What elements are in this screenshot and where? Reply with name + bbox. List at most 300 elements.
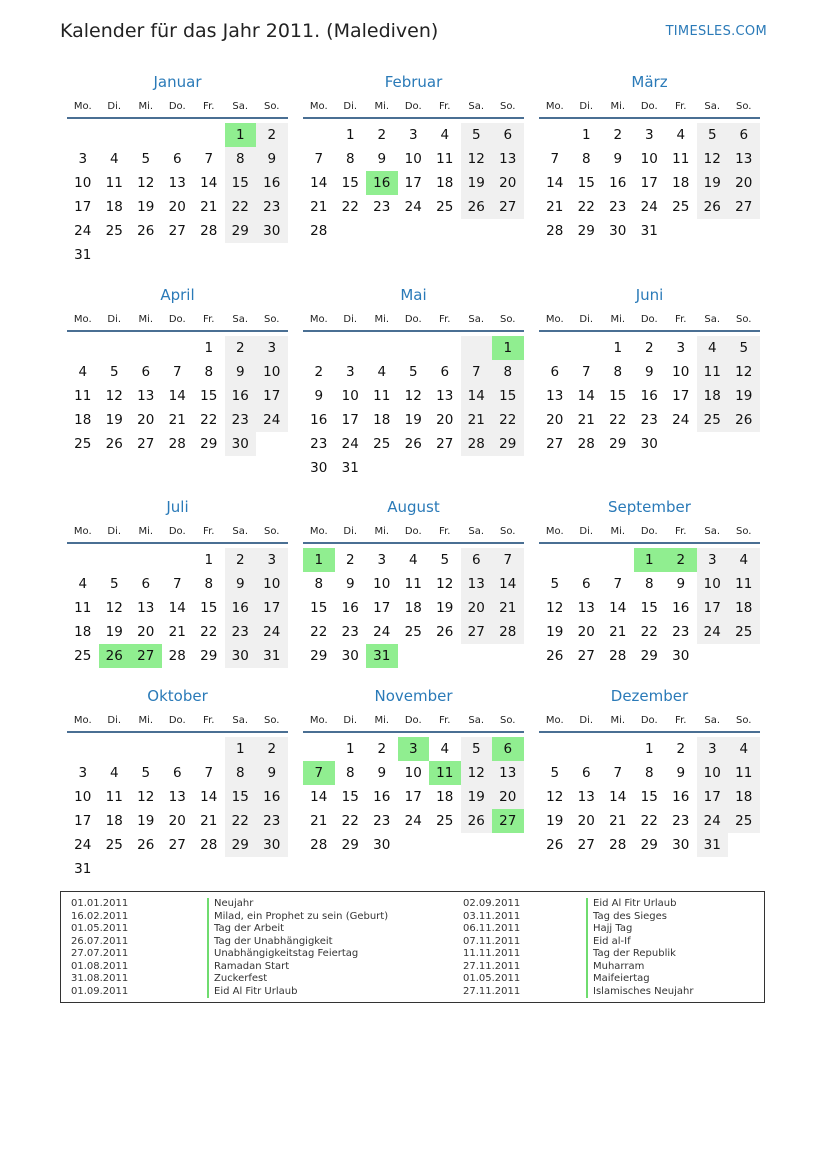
day-grid [67,336,288,456]
holiday-day-cell: 27 [492,809,524,833]
month-name: August [387,498,440,516]
empty-cell [539,548,571,572]
day-cell: 13 [137,600,155,616]
day-grid [539,737,760,857]
day-grid [303,548,524,668]
holiday-day-cell: 6 [492,737,524,761]
weekday-label: So. [736,100,752,112]
day-cell: 28 [200,223,218,239]
day-cell: 9 [613,151,623,167]
day-cell: 30 [672,648,690,664]
day-cell: 25 [672,199,690,215]
day-cell: 18 [436,789,454,805]
day-cell: 6 [172,151,182,167]
day-cell: 5 [141,765,151,781]
empty-cell [99,123,131,147]
day-cell: 19 [404,412,422,428]
day-cell: 17 [404,175,422,191]
day-cell: 16 [256,171,288,195]
month-divider [67,542,288,544]
holiday-name: Muharram [586,961,694,974]
day-cell: 3 [676,340,686,356]
day-cell: 19 [137,199,155,215]
day-cell: 30 [225,644,257,668]
day-cell: 1 [345,741,355,757]
weekday-label: Fr. [675,100,687,112]
day-cell: 13 [492,147,524,171]
day-cell: 8 [314,576,324,592]
month-8 [303,497,524,668]
empty-cell [539,123,571,147]
day-grid [67,737,288,881]
day-cell: 29 [640,648,658,664]
page-title: Kalender für das Jahr 2011. (Malediven) [60,20,439,42]
empty-cell [67,737,99,761]
day-cell: 27 [168,223,186,239]
day-cell: 20 [577,624,595,640]
empty-cell [67,123,99,147]
day-cell: 5 [461,737,493,761]
month-name: Mai [400,286,427,304]
weekday-label: Sa. [232,525,249,537]
day-cell: 22 [577,199,595,215]
day-cell: 5 [550,765,560,781]
empty-cell [130,548,162,572]
day-cell: 27 [546,436,564,452]
weekday-label: Di. [579,100,594,112]
day-cell: 19 [461,171,493,195]
day-cell: 13 [461,572,493,596]
day-cell: 20 [492,785,524,809]
day-cell: 11 [436,151,454,167]
day-cell: 22 [225,195,257,219]
empty-cell [539,336,571,360]
holiday-date: 27.11.2011 [463,985,521,997]
weekday-label: Sa. [232,714,249,726]
day-cell: 12 [105,600,123,616]
day-cell: 10 [373,576,391,592]
day-cell: 6 [581,576,591,592]
day-cell: 14 [609,789,627,805]
day-cell: 23 [640,412,658,428]
weekday-header [303,97,524,115]
day-cell: 7 [581,364,591,380]
weekday-label: Sa. [232,313,249,325]
weekday-label: Mi. [374,714,390,726]
empty-cell [398,336,430,360]
day-grid [67,123,288,267]
day-cell: 2 [377,741,387,757]
day-cell: 11 [404,576,422,592]
day-cell: 22 [200,412,218,428]
day-cell: 17 [74,813,92,829]
holiday-name: Tag des Sieges [586,911,694,924]
weekday-label: Sa. [704,525,721,537]
day-cell: 20 [577,813,595,829]
weekday-label: Do. [640,714,658,726]
day-cell: 21 [461,408,493,432]
day-cell: 10 [404,151,422,167]
day-cell: 31 [697,833,729,857]
month-divider [67,330,288,332]
weekday-label: Mi. [138,313,154,325]
holiday-day-cell: 3 [398,737,430,761]
month-12 [539,686,760,857]
weekday-label: Mi. [138,100,154,112]
day-cell: 19 [105,412,123,428]
day-cell: 25 [404,624,422,640]
weekday-header [303,310,524,328]
day-cell: 13 [492,761,524,785]
day-grid [303,123,524,243]
day-cell: 26 [105,436,123,452]
day-cell: 14 [200,789,218,805]
day-cell: 27 [461,620,493,644]
empty-cell [162,737,194,761]
day-cell: 20 [461,596,493,620]
weekday-label: Di. [107,714,122,726]
holiday-date: 01.09.2011 [71,985,129,997]
day-cell: 31 [640,223,658,239]
day-cell: 3 [78,151,88,167]
weekday-label: Sa. [468,100,485,112]
day-grid [303,737,524,857]
day-cell: 1 [345,127,355,143]
weekday-label: Di. [107,313,122,325]
day-cell: 9 [377,151,387,167]
day-cell: 8 [644,765,654,781]
day-cell: 24 [74,223,92,239]
day-cell: 19 [461,785,493,809]
holiday-day-cell: 26 [99,644,131,668]
month-name: Februar [384,73,443,91]
day-cell: 8 [204,364,214,380]
day-cell: 22 [640,813,658,829]
day-cell: 2 [613,127,623,143]
holiday-day-cell: 27 [130,644,162,668]
day-cell: 24 [640,199,658,215]
holiday-name: Neujahr [207,898,388,911]
weekday-label: So. [736,313,752,325]
day-cell: 15 [200,600,218,616]
day-cell: 27 [168,837,186,853]
day-cell: 11 [672,151,690,167]
day-cell: 14 [310,175,328,191]
weekday-label: Sa. [468,714,485,726]
weekday-label: Fr. [439,525,451,537]
day-cell: 29 [341,837,359,853]
empty-cell [335,336,367,360]
holiday-day-cell: 2 [665,548,697,572]
month-divider [539,330,760,332]
day-cell: 30 [609,223,627,239]
month-divider [303,117,524,119]
holiday-name: Islamisches Neujahr [586,986,694,999]
day-cell: 14 [168,388,186,404]
day-cell: 24 [672,412,690,428]
empty-cell [99,737,131,761]
day-cell: 30 [256,833,288,857]
month-7 [67,497,288,668]
empty-cell [303,737,335,761]
day-cell: 15 [341,175,359,191]
day-cell: 12 [461,147,493,171]
day-cell: 18 [728,785,760,809]
weekday-label: Do. [404,714,422,726]
day-cell: 21 [609,624,627,640]
holiday-date: 26.07.2011 [71,935,129,947]
day-cell: 18 [105,813,123,829]
day-cell: 7 [204,151,214,167]
weekday-label: Mi. [610,714,626,726]
day-cell: 29 [225,219,257,243]
day-cell: 8 [613,364,623,380]
holiday-name: Unabhängigkeitstag Feiertag [207,948,388,961]
day-cell: 27 [577,648,595,664]
day-grid [67,548,288,668]
day-cell: 13 [728,147,760,171]
day-cell: 29 [310,648,328,664]
day-cell: 9 [644,364,654,380]
day-cell: 26 [728,408,760,432]
day-cell: 17 [404,789,422,805]
day-cell: 30 [225,432,257,456]
day-cell: 15 [640,600,658,616]
holiday-day-cell: 1 [303,548,335,572]
empty-cell [366,336,398,360]
day-cell: 2 [225,336,257,360]
weekday-label: Do. [640,313,658,325]
day-cell: 19 [697,171,729,195]
holiday-name: Tag der Unabhängigkeit [207,936,388,949]
weekday-label: Mo. [73,313,92,325]
weekday-label: Sa. [468,525,485,537]
day-cell: 31 [74,861,92,877]
day-cell: 12 [404,388,422,404]
day-cell: 11 [373,388,391,404]
day-cell: 28 [546,223,564,239]
day-cell: 17 [697,596,729,620]
day-cell: 17 [672,388,690,404]
weekday-label: Mo. [545,714,564,726]
weekday-label: Fr. [439,100,451,112]
month-9 [539,497,760,668]
day-cell: 14 [492,572,524,596]
month-divider [539,542,760,544]
day-grid [539,336,760,456]
day-cell: 14 [168,600,186,616]
day-cell: 9 [377,765,387,781]
day-cell: 9 [225,360,257,384]
holiday-dates-left [71,898,128,998]
holiday-name: Milad, ein Prophet zu sein (Geburt) [207,911,388,924]
day-cell: 10 [640,151,658,167]
day-cell: 5 [550,576,560,592]
day-cell: 2 [676,741,686,757]
holiday-names-left [207,898,388,998]
day-cell: 22 [341,813,359,829]
day-cell: 11 [74,600,92,616]
day-cell: 13 [577,789,595,805]
day-cell: 28 [310,837,328,853]
holiday-date: 16.02.2011 [71,910,129,922]
empty-cell [461,336,493,360]
day-cell: 29 [609,436,627,452]
day-cell: 10 [74,175,92,191]
holiday-date: 01.08.2011 [71,960,129,972]
day-cell: 3 [697,548,729,572]
holiday-list [60,891,765,1003]
day-cell: 24 [404,813,422,829]
day-cell: 30 [341,648,359,664]
weekday-label: Mo. [545,525,564,537]
day-cell: 3 [78,765,88,781]
day-cell: 26 [546,837,564,853]
weekday-header [67,522,288,540]
day-cell: 26 [137,223,155,239]
day-cell: 2 [345,552,355,568]
day-cell: 9 [256,761,288,785]
day-cell: 10 [256,572,288,596]
weekday-label: Fr. [439,313,451,325]
holiday-day-cell: 1 [225,123,257,147]
month-name: Juni [635,286,664,304]
holiday-date: 01.01.2011 [71,898,129,909]
day-cell: 19 [546,624,564,640]
holiday-date: 06.11.2011 [463,923,521,934]
day-cell: 18 [728,596,760,620]
day-cell: 14 [310,789,328,805]
day-cell: 13 [168,175,186,191]
holiday-date: 31.08.2011 [71,973,129,984]
day-cell: 15 [341,789,359,805]
day-cell: 5 [109,576,119,592]
day-cell: 19 [137,813,155,829]
day-cell: 22 [609,412,627,428]
day-cell: 9 [314,388,324,404]
day-cell: 4 [109,765,119,781]
day-cell: 17 [640,175,658,191]
day-cell: 8 [204,576,214,592]
day-cell: 7 [492,548,524,572]
day-cell: 5 [408,364,418,380]
day-cell: 23 [373,813,391,829]
day-cell: 12 [546,789,564,805]
day-cell: 2 [256,123,288,147]
day-cell: 7 [613,576,623,592]
day-cell: 25 [74,436,92,452]
weekday-header [67,97,288,115]
holiday-name: Tag der Arbeit [207,923,388,936]
weekday-label: So. [500,714,516,726]
day-cell: 19 [546,813,564,829]
day-cell: 12 [137,789,155,805]
empty-cell [193,123,225,147]
day-cell: 8 [225,761,257,785]
weekday-header [303,522,524,540]
empty-cell [67,548,99,572]
day-cell: 23 [310,436,328,452]
weekday-label: Mi. [374,525,390,537]
day-cell: 6 [141,576,151,592]
month-divider [67,117,288,119]
day-cell: 1 [581,127,591,143]
day-cell: 22 [640,624,658,640]
day-cell: 6 [440,364,450,380]
day-cell: 18 [672,175,690,191]
month-name: Dezember [610,687,689,705]
empty-cell [130,737,162,761]
day-cell: 16 [373,789,391,805]
day-cell: 28 [609,648,627,664]
weekday-label: Di. [343,100,358,112]
day-cell: 4 [78,576,88,592]
day-cell: 26 [436,624,454,640]
day-cell: 24 [373,624,391,640]
weekday-label: Mi. [610,525,626,537]
day-cell: 10 [341,388,359,404]
weekday-label: Mo. [545,100,564,112]
weekday-label: Do. [168,525,186,537]
day-cell: 5 [109,364,119,380]
day-cell: 10 [697,572,729,596]
day-cell: 15 [640,789,658,805]
month-6 [539,285,760,456]
weekday-label: Di. [107,525,122,537]
weekday-label: So. [736,714,752,726]
day-cell: 2 [225,548,257,572]
day-cell: 30 [256,219,288,243]
holiday-date: 27.07.2011 [71,948,129,959]
day-cell: 12 [728,360,760,384]
weekday-header [539,711,760,729]
day-cell: 8 [345,151,355,167]
weekday-header [67,310,288,328]
day-cell: 20 [492,171,524,195]
weekday-label: Di. [343,525,358,537]
empty-cell [303,336,335,360]
day-cell: 12 [697,147,729,171]
holiday-date: 01.05.2011 [71,923,129,934]
weekday-label: Fr. [675,525,687,537]
weekday-label: Mo. [73,714,92,726]
day-cell: 12 [105,388,123,404]
day-cell: 31 [256,644,288,668]
day-cell: 4 [676,127,686,143]
day-cell: 10 [404,765,422,781]
day-cell: 20 [137,412,155,428]
day-cell: 17 [256,384,288,408]
holiday-dates-right [463,898,520,998]
day-cell: 10 [74,789,92,805]
site-brand-link[interactable]: TIMESLES.COM [665,24,767,39]
day-cell: 16 [672,789,690,805]
empty-cell [303,123,335,147]
day-cell: 4 [440,127,450,143]
day-cell: 15 [310,600,328,616]
day-cell: 4 [728,548,760,572]
day-cell: 14 [461,384,493,408]
day-cell: 28 [200,837,218,853]
day-cell: 24 [341,436,359,452]
empty-cell [571,336,603,360]
day-cell: 29 [225,833,257,857]
day-cell: 15 [577,175,595,191]
weekday-label: Do. [168,714,186,726]
weekday-header [67,711,288,729]
weekday-label: Fr. [439,714,451,726]
day-cell: 3 [345,364,355,380]
